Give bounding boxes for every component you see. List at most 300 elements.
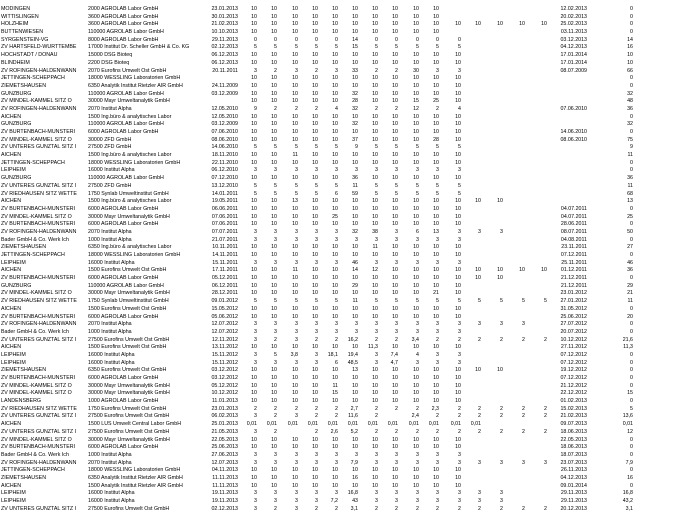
table-cell: 3: [295, 505, 298, 512]
table-cell: 10: [332, 205, 338, 212]
table-cell: 10: [292, 129, 298, 135]
table-cell: 10: [251, 152, 257, 159]
table-cell: 5: [458, 44, 461, 51]
table-cell: 10: [352, 6, 358, 12]
table-row: [0, 183, 700, 191]
table-cell: 19.11.2013: [211, 490, 238, 497]
table-cell: GÜNZBURG: [1, 90, 32, 97]
table-cell: 0,01: [327, 421, 338, 428]
table-cell: 2: [522, 505, 525, 512]
table-cell: 10: [433, 305, 439, 312]
table-cell: 75: [627, 136, 633, 143]
table-cell: 10: [271, 129, 277, 135]
table-cell: 10: [332, 136, 338, 143]
table-cell: 10: [332, 29, 338, 36]
table-cell: LEIPHEIM: [1, 498, 26, 504]
table-cell: 3: [375, 236, 378, 243]
table-cell: 9: [254, 105, 257, 112]
table-cell: 1500 Eurofins Umwelt Ost GmbH: [88, 267, 167, 274]
table-cell: 20.12.2013: [560, 505, 587, 512]
table-cell: 3: [395, 259, 398, 266]
table-cell: 10: [392, 129, 398, 135]
table-cell: HOLZHEIM: [1, 21, 29, 28]
table-cell: 3: [315, 228, 318, 235]
table-cell: 10: [271, 275, 277, 282]
table-cell: 2: [395, 505, 398, 512]
table-cell: 1750 Synlab Umweltinstitut GmbH: [88, 190, 169, 197]
table-cell: 5: [458, 182, 461, 189]
table-cell: 2,4: [411, 413, 419, 420]
table-cell: 11: [292, 152, 298, 159]
table-cell: 3,1: [625, 505, 633, 512]
table-cell: 10: [251, 436, 257, 443]
table-row: [0, 398, 700, 406]
table-row: [0, 129, 700, 137]
table-cell: 10: [292, 221, 298, 228]
table-cell: 11: [332, 382, 338, 389]
table-cell: 16000 Institut Alpha: [88, 498, 135, 504]
table-cell: 10: [332, 467, 338, 474]
table-cell: 10: [372, 482, 378, 489]
table-cell: 10: [352, 436, 358, 443]
table-cell: 2: [315, 405, 318, 412]
table-cell: 3: [458, 321, 461, 328]
table-cell: 0: [630, 444, 633, 451]
table-cell: 3: [254, 498, 257, 504]
table-cell: 10: [292, 213, 298, 220]
table-cell: 10: [312, 136, 318, 143]
table-cell: 13,6: [622, 413, 633, 420]
table-cell: 18.06.2013: [560, 444, 587, 451]
table-cell: 10: [433, 444, 439, 451]
table-cell: 10: [332, 129, 338, 135]
table-cell: 2: [274, 428, 277, 435]
table-cell: 10: [312, 436, 318, 443]
table-cell: 10: [372, 213, 378, 220]
table-cell: 10: [392, 436, 398, 443]
table-cell: 10: [413, 29, 419, 36]
table-cell: 10: [332, 59, 338, 66]
table-cell: 07.12.2012: [560, 351, 587, 358]
table-cell: 25.01.2013: [211, 421, 238, 428]
table-cell: 10: [413, 244, 419, 251]
table-cell: ZV BURTENBACH-MÜNSTERI: [1, 444, 76, 451]
table-cell: 10: [332, 252, 338, 258]
table-cell: 10: [292, 6, 298, 12]
table-cell: 3: [458, 351, 461, 358]
table-cell: 10: [372, 75, 378, 82]
table-cell: 10: [455, 82, 461, 89]
table-cell: 6000 AGROLAB Labor GmbH: [88, 221, 159, 228]
table-cell: 11,3: [623, 344, 633, 351]
table-cell: 10: [372, 59, 378, 66]
table-cell: 10: [352, 113, 358, 120]
table-cell: 2: [522, 413, 525, 420]
table-cell: 10: [271, 267, 277, 274]
table-cell: 1000 Institut Alpha: [88, 236, 132, 243]
table-cell: 2: [315, 413, 318, 420]
table-cell: 10: [352, 221, 358, 228]
table-cell: 2: [375, 336, 378, 343]
table-cell: 10: [413, 175, 419, 182]
table-cell: 3: [395, 490, 398, 497]
table-cell: 3: [436, 451, 439, 458]
table-cell: ZV UNTERES GÜNZTAL SITZ I: [1, 144, 77, 151]
table-cell: 6: [335, 190, 338, 197]
table-row: [0, 29, 700, 37]
table-cell: AICHEN: [1, 267, 22, 274]
table-row: [0, 260, 700, 268]
table-cell: 10: [332, 21, 338, 28]
table-cell: ZV MINDEL-KAMMEL SITZ O: [1, 136, 72, 143]
table-cell: JETTINGEN-SCHEPPACH: [1, 159, 65, 166]
table-cell: 1500 Analytik Institut Rietzler AIR GmbH: [88, 482, 183, 489]
table-cell: 14.01.2011: [211, 190, 238, 197]
table-cell: 10: [271, 13, 277, 20]
table-row: [0, 329, 700, 337]
table-cell: 28: [352, 98, 358, 105]
table-cell: 3,1: [350, 505, 358, 512]
table-cell: 6: [416, 228, 419, 235]
table-row: [0, 406, 700, 414]
table-cell: 3,8: [290, 351, 298, 358]
table-cell: 10: [271, 175, 277, 182]
table-cell: 5: [315, 44, 318, 51]
table-cell: 10: [251, 221, 257, 228]
table-cell: 10: [455, 52, 461, 59]
table-cell: 3: [315, 321, 318, 328]
table-cell: 10: [392, 205, 398, 212]
table-cell: 0: [630, 451, 633, 458]
table-cell: 01.12.2011: [560, 267, 587, 274]
table-cell: 10: [332, 113, 338, 120]
table-cell: 2: [274, 336, 277, 343]
table-cell: 10: [455, 244, 461, 251]
table-cell: 10: [413, 152, 419, 159]
table-cell: 32: [352, 90, 358, 97]
table-cell: 10: [497, 367, 503, 374]
table-cell: 66: [627, 67, 633, 74]
table-cell: 10: [392, 198, 398, 205]
table-cell: 10: [292, 436, 298, 443]
table-cell: 2070 Institut Alpha: [88, 228, 132, 235]
table-cell: 3: [274, 167, 277, 174]
table-cell: 15: [332, 390, 338, 397]
table-cell: 10: [455, 467, 461, 474]
table-cell: 0: [630, 167, 633, 174]
table-cell: 22.11.2010: [211, 159, 238, 166]
table-cell: 3: [500, 228, 503, 235]
table-cell: 10: [332, 198, 338, 205]
table-cell: 0: [630, 21, 633, 28]
table-cell: 10: [413, 13, 419, 20]
table-cell: 0,01: [246, 421, 257, 428]
table-cell: 3: [335, 328, 338, 335]
table-cell: 3: [315, 328, 318, 335]
table-cell: 2: [335, 413, 338, 420]
table-cell: 10: [475, 275, 481, 282]
table-cell: 10: [392, 444, 398, 451]
table-cell: 32: [352, 228, 358, 235]
table-cell: 10: [455, 159, 461, 166]
table-cell: 3: [458, 328, 461, 335]
table-cell: 32: [627, 121, 633, 128]
table-cell: 10: [433, 467, 439, 474]
table-cell: 2: [544, 505, 547, 512]
table-cell: 15.11.2011: [212, 259, 238, 266]
table-cell: 3: [315, 498, 318, 504]
table-cell: 10: [413, 252, 419, 258]
table-cell: 3: [436, 498, 439, 504]
table-cell: 25.11.2011: [561, 259, 587, 266]
table-cell: 1500 Ing.büro & analytisches Labor: [88, 198, 172, 205]
table-cell: 10.10.2013: [211, 29, 238, 36]
table-cell: 04.11.2013: [211, 467, 238, 474]
table-cell: 11: [352, 182, 358, 189]
table-cell: 21.12.2011: [560, 275, 587, 282]
table-cell: 10: [392, 221, 398, 228]
table-cell: 4,7: [390, 359, 398, 366]
table-cell: 10: [271, 305, 277, 312]
table-cell: 5: [254, 182, 257, 189]
table-cell: 0: [630, 375, 633, 381]
table-cell: 2: [458, 413, 461, 420]
table-cell: 2: [395, 67, 398, 74]
table-cell: 30000 Mayr Umweltanalytik GmbH: [88, 213, 170, 220]
table-cell: 6000 AGROLAB Labor GmbH: [88, 313, 159, 320]
table-cell: 10: [251, 282, 257, 289]
table-cell: 23.01.2012: [560, 290, 587, 297]
table-cell: 5: [254, 44, 257, 51]
table-cell: 10: [251, 290, 257, 297]
table-cell: 0: [630, 221, 633, 228]
table-cell: 10: [312, 152, 318, 159]
table-cell: 2: [458, 505, 461, 512]
table-cell: 3: [436, 359, 439, 366]
table-cell: 10: [271, 398, 277, 405]
table-row: [0, 244, 700, 252]
table-cell: 3: [254, 413, 257, 420]
table-cell: 10: [392, 213, 398, 220]
table-cell: 6000 AGROLAB Labor GmbH: [88, 205, 159, 212]
table-row: [0, 198, 700, 206]
table-cell: 3: [478, 459, 481, 466]
table-cell: 10: [413, 21, 419, 28]
table-cell: 10: [251, 267, 257, 274]
table-cell: 19,4: [347, 351, 358, 358]
table-cell: 16000 Institut Alpha: [88, 359, 135, 366]
table-cell: 3,4: [411, 336, 419, 343]
table-cell: 10: [251, 121, 257, 128]
table-cell: 10: [332, 282, 338, 289]
table-cell: 3: [254, 259, 257, 266]
table-cell: 10: [251, 244, 257, 251]
table-cell: 0: [315, 36, 318, 43]
table-cell: 10: [271, 390, 277, 397]
table-cell: 10: [392, 21, 398, 28]
table-cell: 3: [335, 490, 338, 497]
table-cell: 28.06.2011: [560, 221, 587, 228]
table-cell: 3: [522, 321, 525, 328]
table-cell: 10: [251, 382, 257, 389]
table-row: [0, 506, 700, 513]
table-cell: 5: [458, 298, 461, 305]
table-cell: 10: [455, 305, 461, 312]
table-cell: 7,2: [330, 498, 338, 504]
table-cell: 10: [433, 382, 439, 389]
table-cell: 12.05.2010: [211, 113, 238, 120]
table-row: [0, 498, 700, 506]
table-cell: 0,01: [408, 421, 419, 428]
table-cell: 5: [375, 44, 378, 51]
table-cell: 10: [312, 252, 318, 258]
table-cell: 20: [627, 313, 633, 320]
table-cell: 10: [433, 90, 439, 97]
table-cell: 3: [478, 321, 481, 328]
table-cell: 10: [352, 198, 358, 205]
table-cell: 9: [630, 144, 633, 151]
table-cell: 28: [433, 136, 439, 143]
table-cell: 10: [392, 90, 398, 97]
table-cell: 29: [352, 282, 358, 289]
table-cell: 10: [413, 129, 419, 135]
table-cell: 10: [413, 159, 419, 166]
table-cell: 0: [395, 36, 398, 43]
table-row: [0, 106, 700, 114]
table-row: [0, 360, 700, 368]
table-cell: 0: [630, 328, 633, 335]
table-cell: 10: [627, 52, 633, 59]
table-cell: 10: [352, 21, 358, 28]
table-cell: 10: [312, 467, 318, 474]
table-cell: 21: [433, 290, 439, 297]
table-cell: 10: [433, 221, 439, 228]
table-cell: 05.12.2011: [211, 275, 238, 282]
table-cell: 6350 Analytik Institut Rietzler AIR GmbH: [88, 82, 183, 89]
table-cell: 10: [332, 375, 338, 381]
table-cell: 23.07.2013: [560, 459, 587, 466]
table-cell: 10: [413, 205, 419, 212]
table-cell: 2: [274, 67, 277, 74]
table-cell: 10: [433, 52, 439, 59]
table-cell: 10: [332, 152, 338, 159]
table-cell: 25: [627, 213, 633, 220]
table-cell: 17.11.2011: [212, 267, 238, 274]
table-cell: 12.07.2012: [211, 321, 238, 328]
table-cell: 22.12.2012: [560, 390, 587, 397]
table-row: [0, 390, 700, 398]
table-cell: 10: [433, 6, 439, 12]
table-cell: 3: [416, 328, 419, 335]
table-cell: 05.06.2012: [211, 313, 238, 320]
table-row: [0, 267, 700, 275]
table-cell: 10: [251, 175, 257, 182]
table-cell: 05.12.2012: [211, 382, 238, 389]
table-cell: 3: [295, 236, 298, 243]
table-cell: 10: [352, 52, 358, 59]
table-cell: 3: [355, 236, 358, 243]
table-row: [0, 167, 700, 175]
table-cell: 18000 WESSLING Laboratorien GmbH: [88, 252, 181, 258]
table-cell: 5: [274, 190, 277, 197]
table-cell: 3: [436, 351, 439, 358]
table-cell: 06.06.2011: [211, 205, 238, 212]
table-cell: 10: [312, 367, 318, 374]
table-cell: 0: [630, 351, 633, 358]
table-cell: 10: [372, 52, 378, 59]
table-cell: 9: [355, 144, 358, 151]
table-cell: 10: [271, 290, 277, 297]
table-cell: ZV BURTENBACH-MÜNSTERI: [1, 275, 76, 282]
table-cell: 10: [292, 305, 298, 312]
table-cell: 5: [315, 190, 318, 197]
table-cell: ZV BURTENBACH-MÜNSTERI: [1, 129, 76, 135]
table-cell: 5: [458, 144, 461, 151]
table-cell: ZV HÄRTSFELD-WÜRTTEMBE: [1, 44, 77, 51]
table-cell: 10: [392, 175, 398, 182]
table-cell: 5: [522, 298, 525, 305]
table-cell: 5: [500, 298, 503, 305]
table-cell: 10: [251, 98, 257, 105]
table-cell: 0: [295, 36, 298, 43]
table-cell: 10: [292, 344, 298, 351]
table-cell: MÖDINGEN: [1, 6, 31, 12]
table-cell: 0: [416, 36, 419, 43]
table-cell: ZV MINDEL-KAMMEL SITZ O: [1, 436, 72, 443]
table-cell: 02.12.2013: [211, 44, 238, 51]
table-cell: 10: [292, 205, 298, 212]
table-cell: 10: [312, 98, 318, 105]
table-row: [0, 44, 700, 52]
table-cell: 10: [332, 121, 338, 128]
table-cell: 10: [352, 82, 358, 89]
table-cell: 0: [630, 6, 633, 12]
table-cell: 19.05.2011: [211, 198, 238, 205]
table-cell: 15: [413, 98, 419, 105]
table-cell: 3: [254, 228, 257, 235]
table-cell: 3: [254, 321, 257, 328]
table-cell: 14.06.2010: [211, 144, 238, 151]
table-cell: 07.12.2012: [560, 359, 587, 366]
table-cell: 10: [352, 252, 358, 258]
table-cell: 5: [295, 44, 298, 51]
table-cell: 2: [295, 105, 298, 112]
table-cell: 3: [315, 490, 318, 497]
table-cell: 2,3: [431, 405, 439, 412]
table-cell: 5: [375, 190, 378, 197]
table-cell: LEIPHEIM: [1, 490, 26, 497]
table-cell: 10: [292, 275, 298, 282]
table-cell: 5: [375, 298, 378, 305]
table-cell: 10: [392, 313, 398, 320]
table-cell: 10: [271, 436, 277, 443]
table-cell: 0,01: [387, 421, 398, 428]
table-cell: 10: [433, 75, 439, 82]
table-cell: 10: [271, 221, 277, 228]
table-cell: 10: [292, 121, 298, 128]
table-cell: 10: [433, 344, 439, 351]
table-cell: 10: [312, 29, 318, 36]
table-cell: 10: [433, 275, 439, 282]
table-cell: 10: [455, 367, 461, 374]
table-cell: LEIPHEIM: [1, 167, 26, 174]
table-cell: 10: [332, 444, 338, 451]
table-cell: 15: [352, 44, 358, 51]
table-cell: 10: [433, 375, 439, 381]
table-cell: 11: [627, 182, 633, 189]
table-cell: 10: [332, 305, 338, 312]
table-cell: 10: [352, 344, 358, 351]
